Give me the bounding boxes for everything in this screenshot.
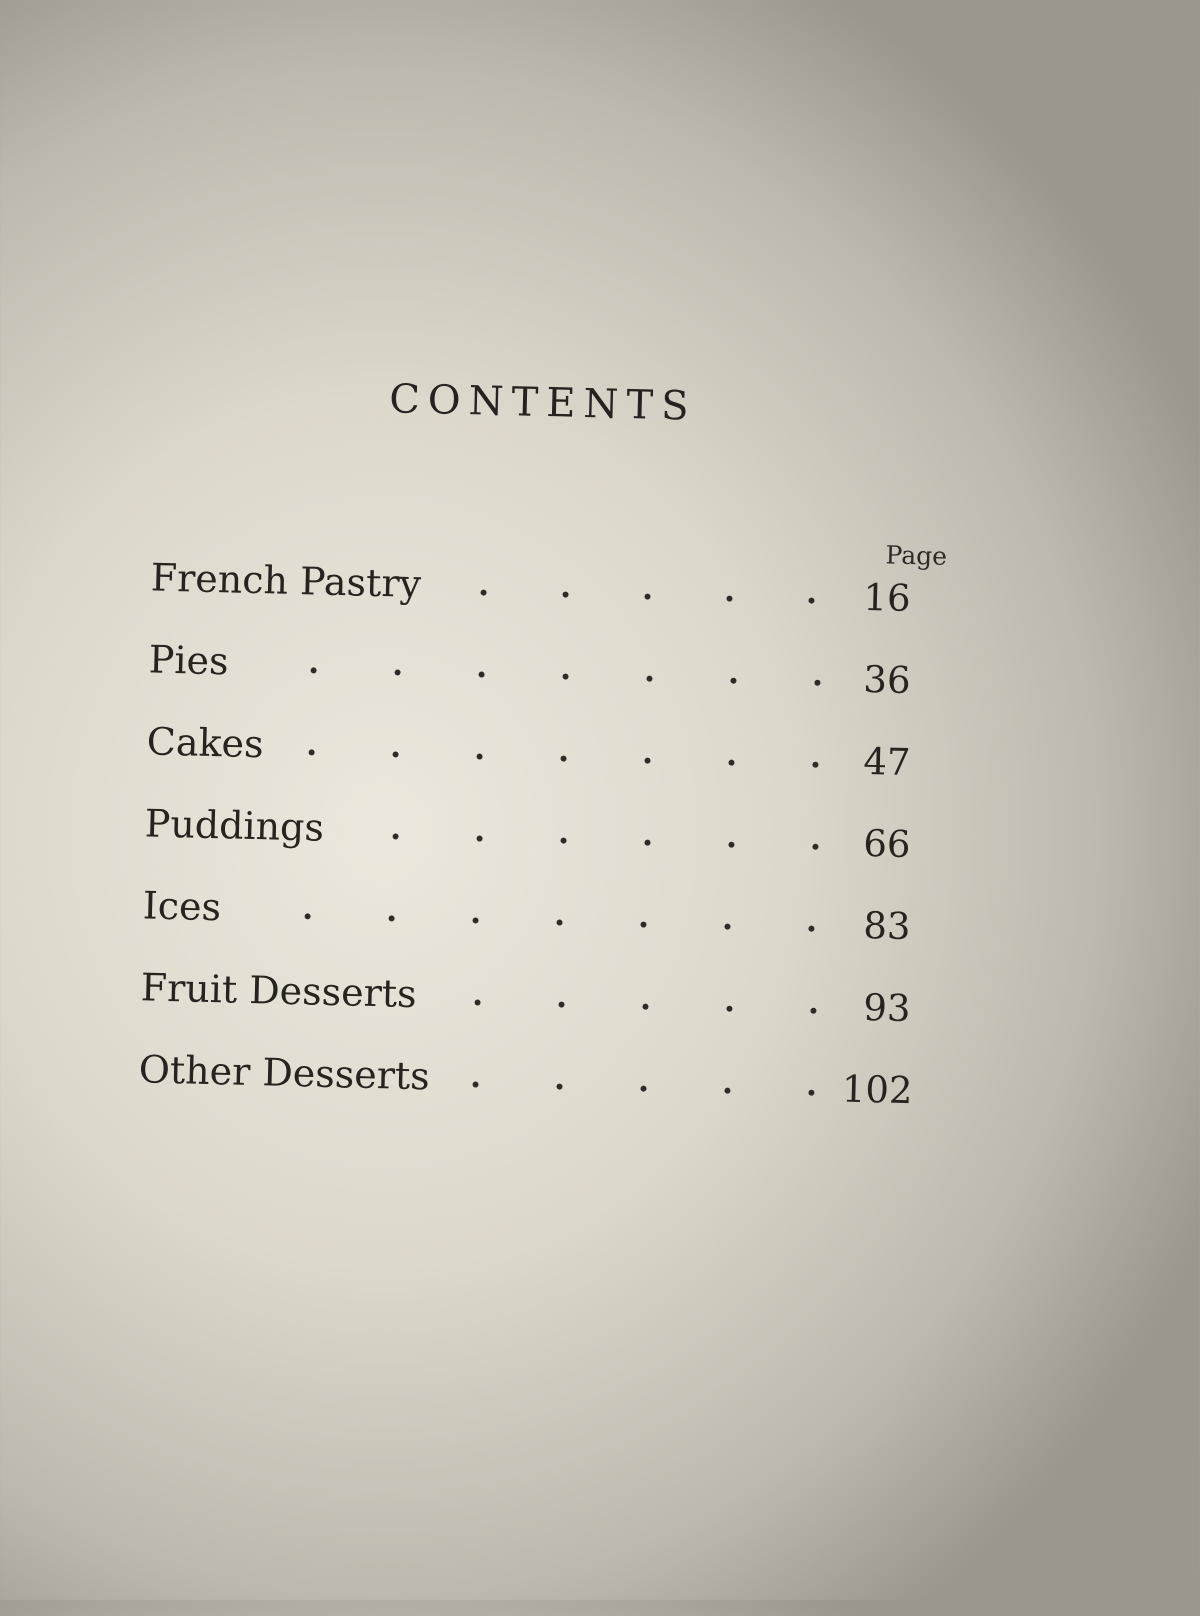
toc-entry-page: 36 (862, 657, 912, 703)
toc-entry-page: 16 (862, 575, 912, 620)
contents-heading: CONTENTS (388, 376, 698, 430)
toc-entry-title: Puddings (144, 801, 325, 850)
toc-entry-title: Pies (148, 637, 230, 684)
page-column-label: Page (885, 540, 948, 571)
table-of-contents (137, 555, 971, 1149)
toc-entry-title: French Pastry (150, 555, 422, 607)
toc-entry-page: 102 (841, 1067, 914, 1113)
dot-leader (472, 1069, 813, 1107)
dot-leader (310, 655, 821, 697)
toc-entry-title: Other Desserts (138, 1047, 431, 1099)
dot-leader (304, 901, 815, 943)
toc-entry-title: Ices (142, 883, 222, 930)
toc-entry-page: 83 (862, 903, 912, 949)
toc-entry-page: 66 (862, 821, 912, 867)
toc-entry-page: 93 (862, 985, 912, 1031)
dot-leader (474, 987, 815, 1025)
dot-leader (308, 737, 819, 779)
toc-entry-title: Fruit Desserts (140, 965, 418, 1017)
dot-leader (392, 821, 818, 861)
dot-leader (480, 577, 821, 615)
toc-entry-title: Cakes (146, 719, 265, 767)
toc-entry-page: 47 (862, 739, 912, 785)
